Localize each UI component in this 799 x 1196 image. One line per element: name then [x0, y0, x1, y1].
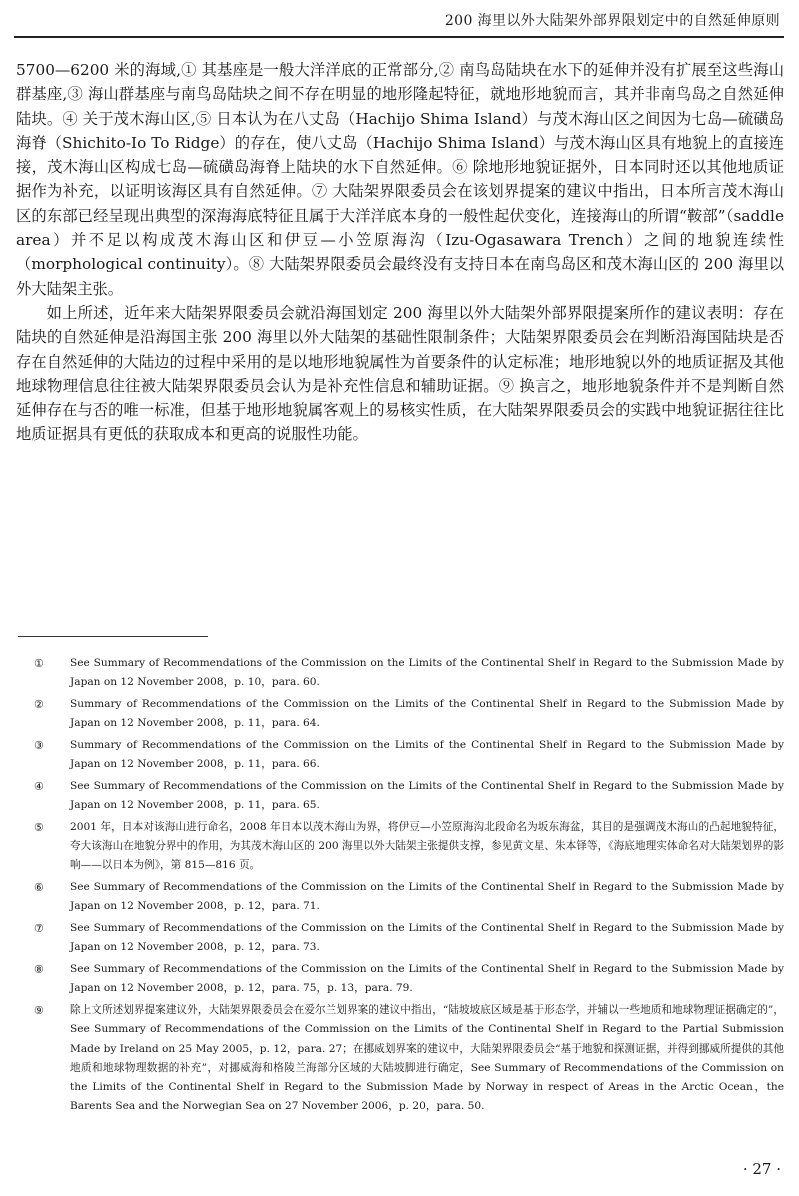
footnote-text: Summary of Recommendations of the Commission on the Limits of the Continental Shelf in Regard to the Submission Made by Japan on 12 November 2008，p. 11，para. 66.	[70, 739, 784, 771]
footnote	[34, 919, 784, 957]
footnote-mark: ⑧	[34, 963, 44, 977]
footnote-text: See Summary of Recommendations of the Commission on the Limits of the Continental Shelf in Regard to the Submission Made by Japan on 12 November 2008，p. 12，para. 73.	[70, 922, 784, 954]
footnote-mark: ③	[34, 739, 44, 752]
footnote-mark: ⑥	[34, 881, 44, 895]
footnote-text: Summary of Recommendations of the Commission on the Limits of the Continental Shelf in Regard to the Submission Made by Japan on 12 November 2008，p. 11，para. 64.	[70, 698, 784, 730]
footnote-separator	[18, 636, 208, 637]
footnote-text: See Summary of Recommendations of the Commission on the Limits of the Continental Shelf in Regard to the Submission Made by Japan on 12 November 2008，p. 10，para. 60.	[70, 657, 784, 689]
page-number: · 27 ·	[742, 1160, 781, 1178]
footnote	[34, 777, 784, 815]
footnote	[34, 818, 784, 876]
paragraph: 如上所述，近年来大陆架界限委员会就沿海国划定 200 海里以外大陆架外部界限提案所作的建议表明：存在陆块的自然延伸是沿海国主张 200 海里以外大陆架的基础性限制条件；大陆架界限委员会在判断沿海国陆块是否存在自然延伸的大陆边的过程中采用的是以地形地貌属性为首要条件的认定标准；地形地貌以外的地质证据及其他地球物理信息往往被大陆架界限委员会认为是补充性信息和辅助证据。⑨ 换言之，地形地貌条件并不是判断自然延伸存在与否的唯一标准，但基于地形地貌属客观上的易核实性质，在大陆架界限委员会的实践中地貌证据往往比地质证据具有更低的获取成本和更高的说服性功能。	[16, 303, 784, 444]
footnote-mark: ④	[34, 780, 44, 793]
footnote	[34, 1001, 784, 1116]
footnote	[34, 960, 784, 998]
footnote-mark: ⑤	[34, 821, 44, 834]
header-rule	[14, 36, 784, 38]
running-header-title: 200 海里以外大陆架外部界限划定中的自然延伸原则	[444, 13, 780, 29]
footnote-text: See Summary of Recommendations of the Commission on the Limits of the Continental Shelf in Regard to the Submission Made by Japan on 12 November 2008，p. 12，para. 75，p. 13，para. 79.	[70, 963, 784, 995]
running-header	[14, 8, 784, 38]
footnote	[34, 878, 784, 916]
footnote-text: 除上文所述划界提案建议外，大陆架界限委员会在爱尔兰划界案的建议中指出，“陆坡坡底区域是基于形态学，并辅以一些地质和地球物理证据确定的”，See Summary of Recommendations of the Commission on the Limits of the Continental Shelf in Regard to the Partial Submission Made by Ireland on 25 May 2005，p. 12，para. 27；在挪威划界案的建议中，大陆架界限委员会“基于地貌和探测证据，并得到挪威所提供的其他地质和地球物理数据的补充”，对挪威海和格陵兰海部分区域的大陆坡脚进行确定，See Summary of Recommendations of the Commission on the Limits of the Continental Shelf in Regard to the Submission Made by Norway in respect of Areas in the Arctic Ocean，the Barents Sea and the Norwegian Sea on 27 November 2006，p. 20，para. 50.	[70, 1004, 784, 1113]
footnote	[34, 654, 784, 692]
footnote	[34, 736, 784, 774]
main-text	[16, 58, 784, 447]
footnote-mark: ⑦	[34, 922, 44, 936]
footnote-mark: ⑨	[34, 1004, 44, 1018]
footnote	[34, 695, 784, 733]
footnotes	[34, 654, 784, 1119]
paragraph: 5700—6200 米的海域,① 其基座是一般大洋洋底的正常部分,② 南鸟岛陆块在水下的延伸并没有扩展至这些海山群基座,③ 海山群基座与南鸟岛陆块之间不存在明显的地形隆起特征，就地形地貌而言，其并非南鸟岛之自然延伸陆块。④ 关于茂木海山区,⑤ 日本认为在八丈岛（Hachijo Shima Island）与茂木海山区之间因为七岛—硫磺岛海脊（Shichito-Io To Ridge）的存在，使八丈岛（Hachijo Shima Island）与茂木海山区具有地貌上的直接连接，茂木海山区构成七岛—硫磺岛海脊上陆块的水下自然延伸。⑥ 除地形地貌证据外，日本同时还以其他地质证据作为补充，以证明该海区具有自然延伸。⑦ 大陆架界限委员会在该划界提案的建议中指出，日本所言茂木海山区的东部已经呈现出典型的深海海底特征且属于大洋洋底本身的一般性起伏变化，连接海山的所谓“鞍部”（saddle area）并不足以构成茂木海山区和伊豆—小笠原海沟（Izu-Ogasawara Trench）之间的地貌连续性（morphological continuity）。⑧ 大陆架界限委员会最终没有支持日本在南鸟岛区和茂木海山区的 200 海里以外大陆架主张。	[16, 61, 784, 298]
footnote-mark: ②	[34, 698, 44, 711]
footnote-text: 2001 年，日本对该海山进行命名，2008 年日本以茂木海山为界，将伊豆—小笠原海沟北段命名为坂东海盆，其目的是强调茂木海山的凸起地貌特征，夸大该海山在地貌分界中的作用，为其茂木海山区的 200 海里以外大陆架主张提供支撑，参见黄文星、朱本铎等，《海底地理实体命名对大陆架划界的影响——以日本为例》，第 815—816 页。	[70, 821, 784, 872]
footnote-mark: ①	[34, 657, 44, 670]
footnote-text: See Summary of Recommendations of the Commission on the Limits of the Continental Shelf in Regard to the Submission Made by Japan on 12 November 2008，p. 12，para. 71.	[70, 881, 784, 913]
footnote-text: See Summary of Recommendations of the Commission on the Limits of the Continental Shelf in Regard to the Submission Made by Japan on 12 November 2008，p. 11，para. 65.	[70, 780, 784, 812]
